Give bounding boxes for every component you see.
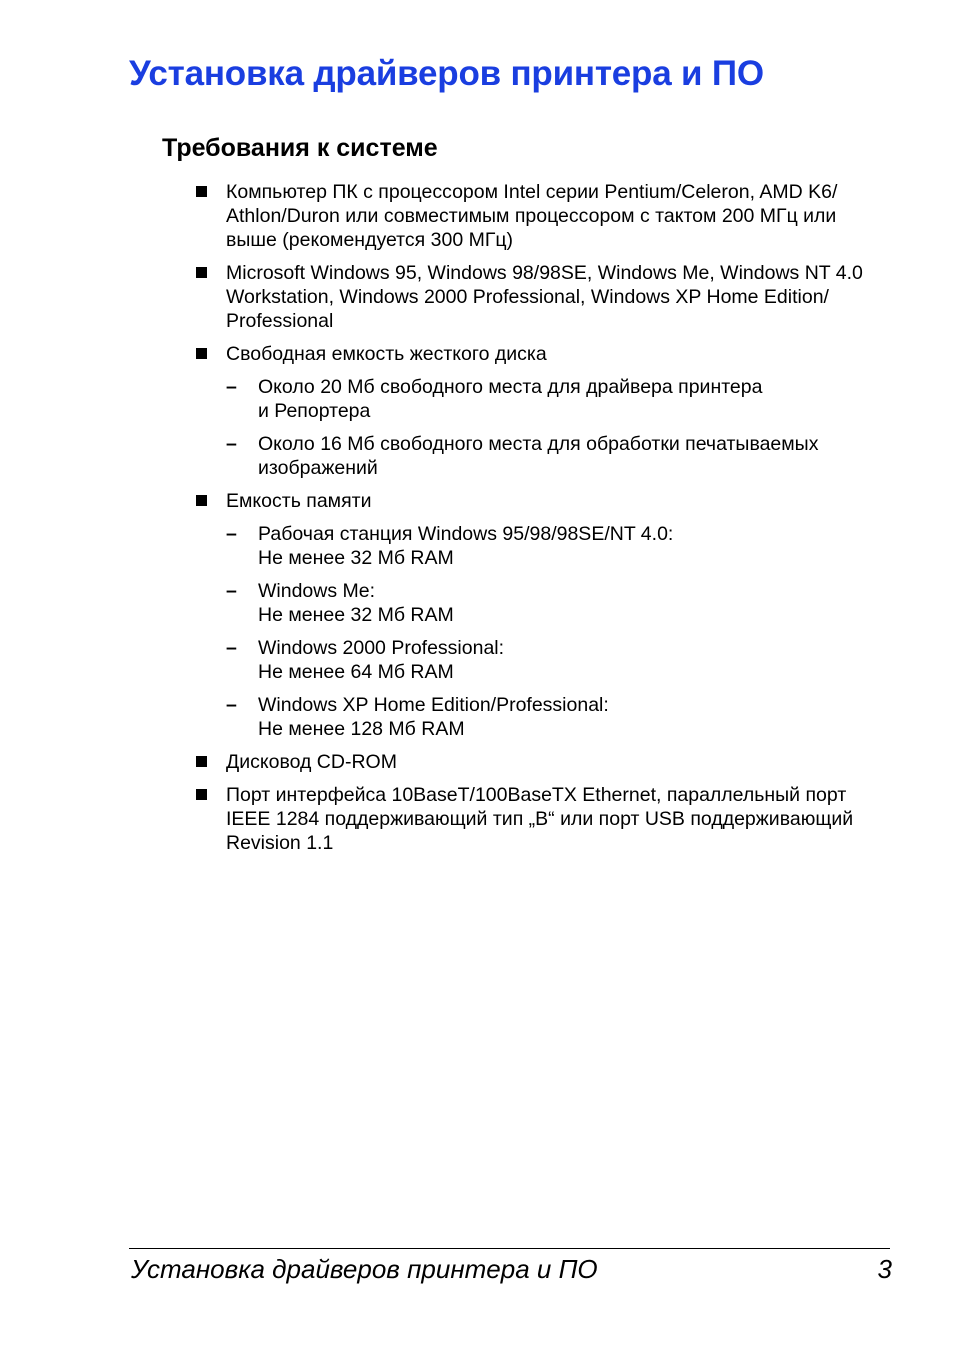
sub-requirement-line: Рабочая станция Windows 95/98/98SE/NT 4.0:: [258, 523, 674, 545]
sub-requirement-line: Windows XP Home Edition/Professional:: [258, 694, 609, 716]
requirements-list: [194, 180, 894, 864]
footer-divider: [129, 1248, 890, 1249]
dash-bullet-icon: –: [226, 637, 237, 659]
requirement-item: [194, 180, 894, 252]
sub-requirement-line: Windows Me:: [258, 580, 376, 602]
sub-requirement-item: [226, 375, 894, 423]
square-bullet-icon: [196, 348, 207, 359]
sub-requirement-item: [226, 432, 894, 480]
requirement-line: IEEE 1284 поддерживающий тип „B“ или порт USB поддерживающий: [226, 808, 854, 830]
requirement-line: Свободная емкость жесткого диска: [226, 343, 547, 365]
sub-requirement-line: изображений: [258, 457, 378, 479]
dash-bullet-icon: –: [226, 433, 237, 455]
sub-requirement-item: [226, 579, 894, 627]
square-bullet-icon: [196, 789, 207, 800]
sub-requirements-list: [226, 375, 894, 480]
sub-requirement-line: Не менее 64 Мб RAM: [258, 661, 454, 683]
dash-bullet-icon: –: [226, 694, 237, 716]
requirement-line: выше (рекомендуется 300 МГц): [226, 229, 514, 251]
sub-requirement-line: Windows 2000 Professional:: [258, 637, 505, 659]
sub-requirement-item: [226, 636, 894, 684]
requirement-item: [194, 261, 894, 333]
sub-requirement-line: Не менее 32 Мб RAM: [258, 604, 454, 626]
sub-requirement-line: Около 20 Мб свободного места для драйвера принтера: [258, 376, 763, 398]
square-bullet-icon: [196, 756, 207, 767]
sub-requirements-list: [226, 522, 894, 741]
section-title: Требования к системе: [162, 134, 438, 162]
requirement-line: Емкость памяти: [226, 490, 372, 512]
requirement-line: Athlon/Duron или совместимым процессором с тактом 200 МГц или: [226, 205, 837, 227]
sub-requirement-line: Около 16 Мб свободного места для обработки печатываемых: [258, 433, 819, 455]
dash-bullet-icon: –: [226, 580, 237, 602]
requirement-item: [194, 489, 894, 741]
requirement-line: Professional: [226, 310, 334, 332]
dash-bullet-icon: –: [226, 523, 237, 545]
square-bullet-icon: [196, 186, 207, 197]
sub-requirement-line: и Репортера: [258, 400, 371, 422]
sub-requirement-line: Не менее 32 Мб RAM: [258, 547, 454, 569]
dash-bullet-icon: –: [226, 376, 237, 398]
square-bullet-icon: [196, 267, 207, 278]
requirement-line: Microsoft Windows 95, Windows 98/98SE, Windows Me, Windows NT 4.0: [226, 262, 863, 284]
requirement-line: Revision 1.1: [226, 832, 334, 854]
requirement-item: [194, 783, 894, 855]
requirement-line: Порт интерфейса 10BaseT/100BaseTX Ethernet, параллельный порт: [226, 784, 847, 806]
requirement-item: [194, 342, 894, 480]
requirement-line: Workstation, Windows 2000 Professional, Windows XP Home Edition/: [226, 286, 829, 308]
sub-requirement-line: Не менее 128 Мб RAM: [258, 718, 465, 740]
requirement-line: Дисковод CD-ROM: [226, 751, 397, 773]
square-bullet-icon: [196, 495, 207, 506]
sub-requirement-item: [226, 522, 894, 570]
requirement-item: [194, 750, 894, 774]
chapter-title: Установка драйверов принтера и ПО: [129, 54, 764, 93]
requirement-line: Компьютер ПК с процессором Intel серии Pentium/Celeron, AMD K6/: [226, 181, 838, 203]
footer-title: Установка драйверов принтера и ПО: [131, 1254, 598, 1284]
sub-requirement-item: [226, 693, 894, 741]
page-number: 3: [877, 1254, 892, 1284]
